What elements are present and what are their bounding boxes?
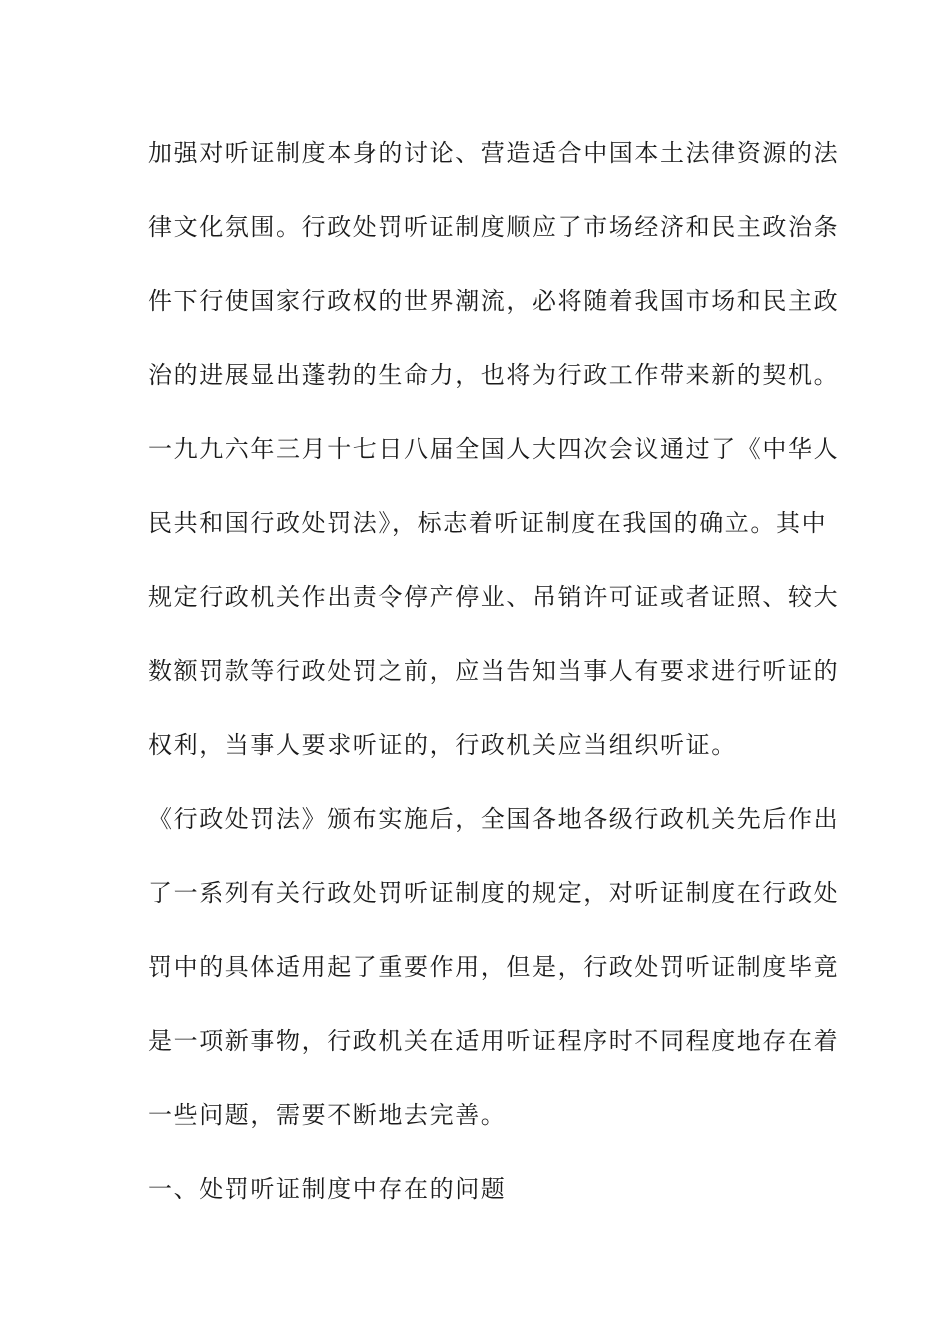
text-line: 加强对听证制度本身的讨论、营造适合中国本土法律资源的法 [148,139,840,167]
text-line: 了一系列有关行政处罚听证制度的规定，对听证制度在行政处 [148,879,840,907]
text-line: 律文化氛围。行政处罚听证制度顺应了市场经济和民主政治条 [148,213,840,241]
text-line: 《行政处罚法》颁布实施后，全国各地各级行政机关先后作出 [148,805,840,833]
text-line: 罚中的具体适用起了重要作用，但是，行政处罚听证制度毕竟 [148,953,840,981]
text-line: 是一项新事物，行政机关在适用听证程序时不同程度地存在着 [148,1027,840,1055]
text-line: 民共和国行政处罚法》，标志着听证制度在我国的确立。其中 [148,509,828,537]
text-line: 件下行使国家行政权的世界潮流，必将随着我国市场和民主政 [148,287,840,315]
text-line: 数额罚款等行政处罚之前，应当告知当事人有要求进行听证的 [148,657,840,685]
text-line: 规定行政机关作出责令停产停业、吊销许可证或者证照、较大 [148,583,840,611]
text-line: 一些问题，需要不断地去完善。 [148,1101,507,1129]
text-line: 一九九六年三月十七日八届全国人大四次会议通过了《中华人 [148,435,840,463]
section-heading: 一、处罚听证制度中存在的问题 [148,1175,507,1203]
text-line: 治的进展显出蓬勃的生命力，也将为行政工作带来新的契机。 [148,361,840,389]
text-line: 权利，当事人要求听证的，行政机关应当组织听证。 [148,731,737,759]
